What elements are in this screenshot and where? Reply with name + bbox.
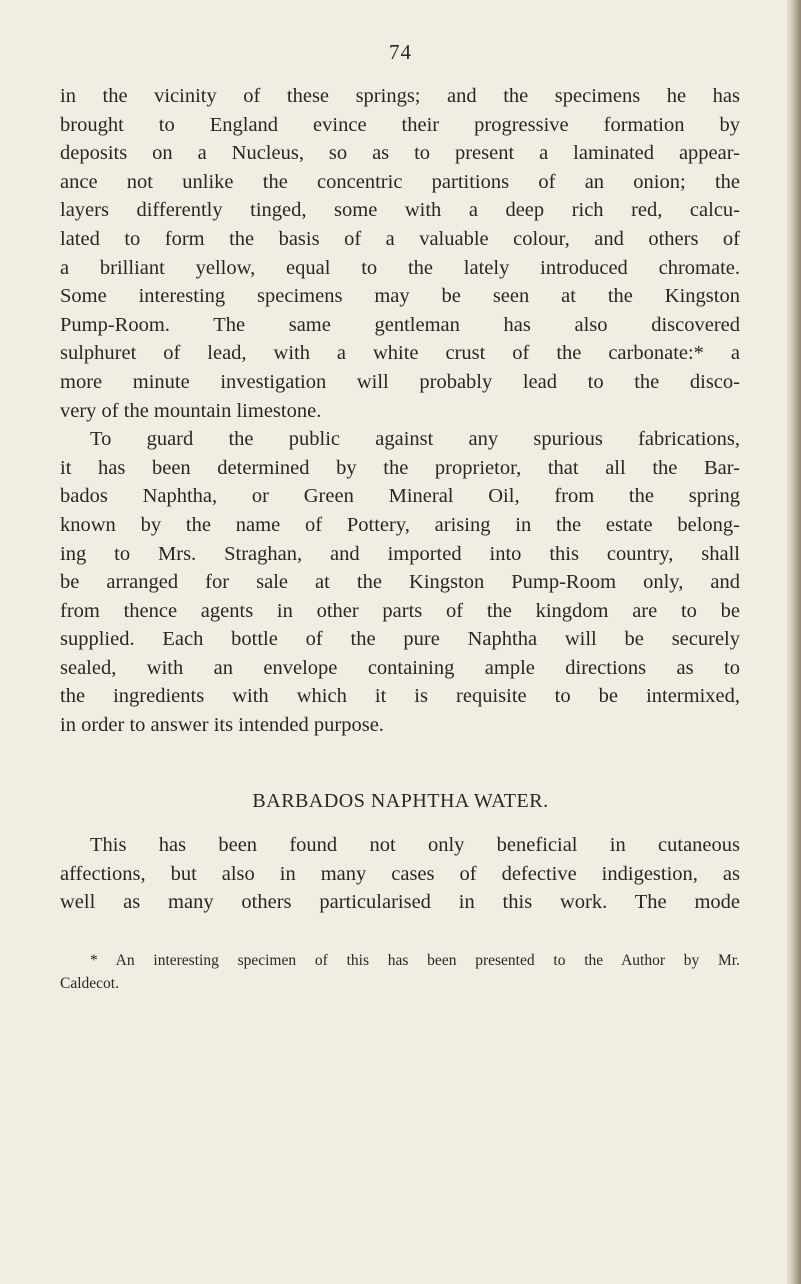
text-line: This has been found not only beneficial in cutaneous [90, 834, 740, 856]
text-line: the ingredients with which it is requisite to be intermixed, [60, 685, 740, 708]
page-number: 74 [389, 40, 412, 64]
footnote-line: * An interesting specimen of this has been presented to the Author by Mr. [90, 952, 740, 969]
section-heading: BARBADOS NAPHTHA WATER. [252, 790, 549, 812]
text-line: deposits on a Nucleus, so as to present a laminated appear- [60, 142, 740, 165]
page-edge-shadow [787, 0, 801, 1284]
text-line: Some interesting specimens may be seen at the Kingston [60, 285, 740, 308]
main-text [60, 82, 740, 740]
text-line: ance not unlike the concentric partitions of an onion; the [60, 170, 740, 193]
text-line: in order to answer its intended purpose. [60, 714, 384, 737]
text-line: brought to England evince their progressive formation by [60, 113, 740, 136]
text-line: lated to form the basis of a valuable colour, and others of [60, 227, 740, 250]
text-line: be arranged for sale at the Kingston Pump-Room only, and [60, 571, 740, 594]
text-line: very of the mountain limestone. [60, 399, 322, 422]
footnote [60, 949, 740, 995]
text-line: ing to Mrs. Straghan, and imported into this country, shall [60, 542, 740, 565]
text-line: more minute investigation will probably lead to the disco- [60, 370, 740, 393]
text-line: affections, but also in many cases of defective indigestion, as [60, 862, 740, 885]
text-line: a brilliant yellow, equal to the lately introduced chromate. [60, 256, 740, 279]
text-line: sealed, with an envelope containing ample directions as to [60, 656, 740, 679]
text-line: from thence agents in other parts of the kingdom are to be [60, 599, 740, 622]
footnote-line: Caldecot. [60, 975, 119, 992]
text-line: well as many others particularised in this work. The mode [60, 891, 740, 914]
text-line: known by the name of Pottery, arising in the estate belong- [60, 513, 740, 536]
text-line: supplied. Each bottle of the pure Naphtha will be securely [60, 628, 740, 651]
text-line: bados Naphtha, or Green Mineral Oil, from the spring [60, 485, 740, 508]
text-line: in the vicinity of these springs; and the specimens he has [60, 85, 740, 107]
section-text [60, 831, 740, 917]
text-line: To guard the public against any spurious fabrications, [90, 428, 740, 451]
text-line: Pump-Room. The same gentleman has also discovered [60, 313, 740, 336]
text-line: layers differently tinged, some with a deep rich red, calcu- [60, 199, 740, 222]
text-line: it has been determined by the proprietor, that all the Bar- [60, 456, 740, 479]
text-line: sulphuret of lead, with a white crust of the carbonate:* a [60, 342, 740, 365]
